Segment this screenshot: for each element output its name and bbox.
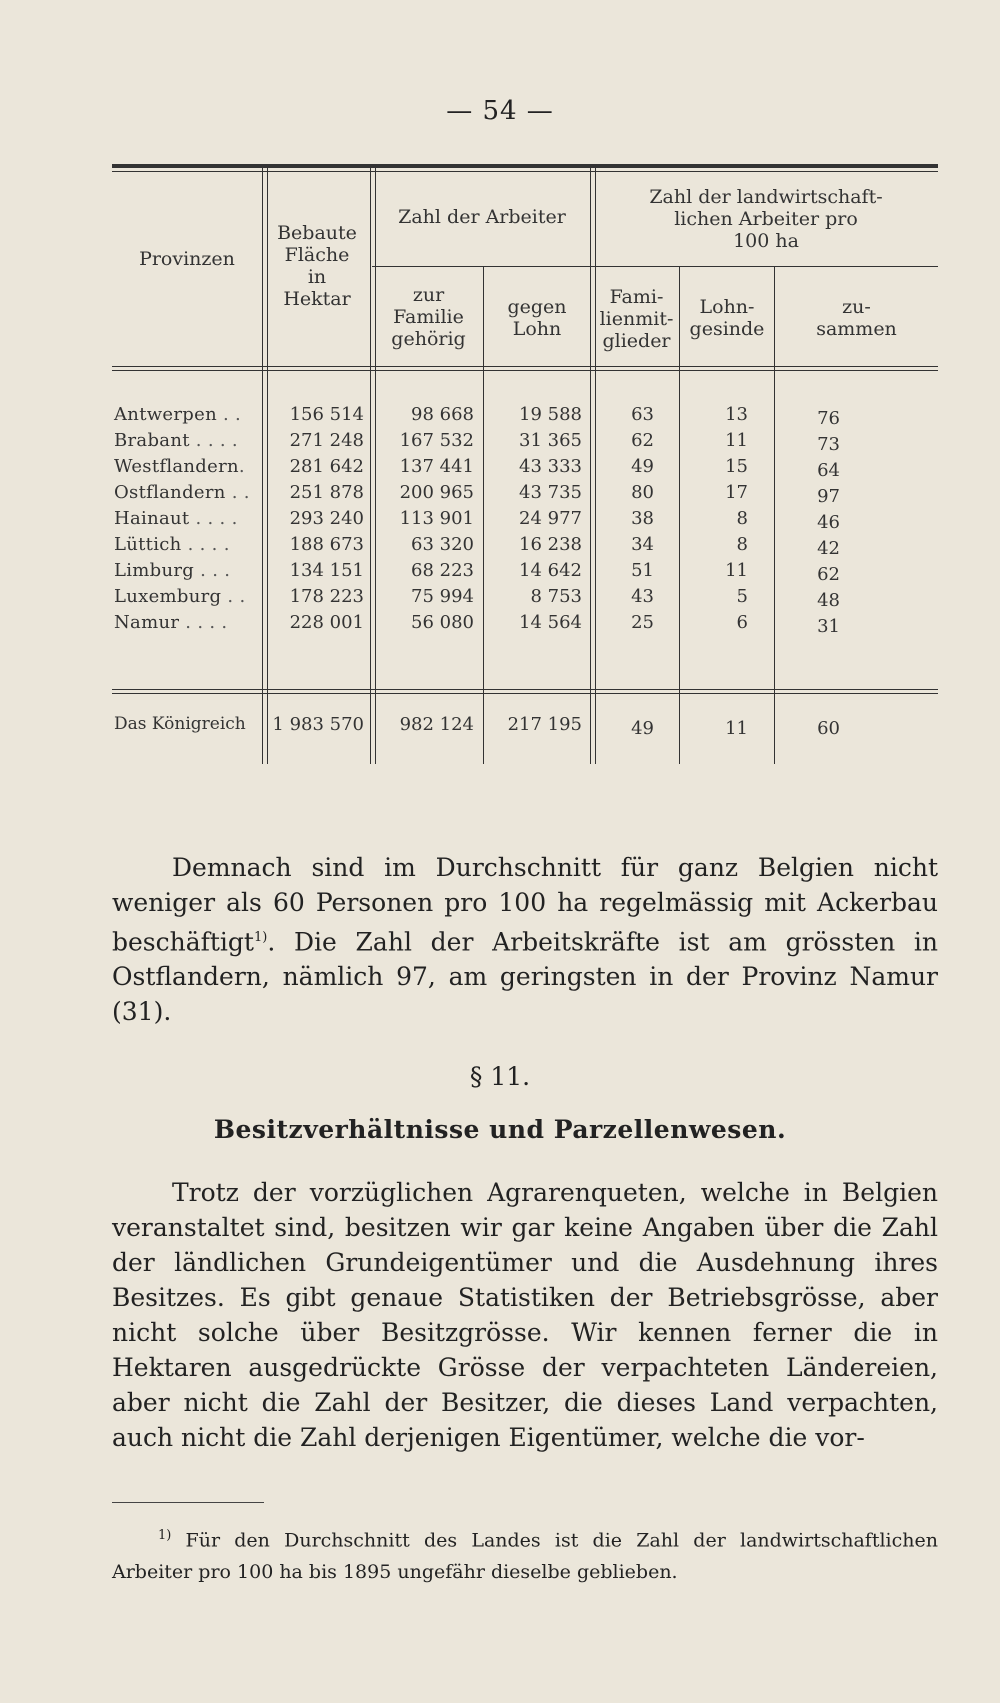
header-area-line: Fläche — [284, 244, 350, 266]
header-bottom-rule — [112, 366, 938, 367]
cell-area: 178 223 — [289, 586, 364, 607]
cell-total: 46 — [817, 512, 840, 533]
cell-family: 137 441 — [399, 456, 474, 477]
cell-area: 1 983 570 — [272, 714, 364, 735]
row-province: Brabant . . . . — [114, 430, 238, 451]
cell-family-members: 63 — [631, 404, 654, 425]
header-area-line: Bebaute — [277, 222, 357, 244]
footnote-text: Für den Durchschnitt des Landes ist die Zahl der landwirtschaftlichen Arbeiter pro 100 ha bis 1895 ungefähr dieselbe geblieben. — [112, 1529, 938, 1584]
cell-servants: 11 — [725, 718, 748, 739]
header-fam-line: lienmit- — [599, 308, 674, 330]
row-province: Hainaut . . . . — [114, 508, 238, 529]
header-bottom-rule-2 — [112, 370, 938, 371]
header-servants — [680, 296, 774, 340]
header-family-line: zur — [412, 284, 445, 306]
total-top-rule — [112, 689, 938, 690]
header-wage-line: gegen — [507, 296, 567, 318]
header-area — [264, 222, 370, 310]
header-workers: Zahl der Arbeiter — [398, 206, 566, 228]
cell-family: 113 901 — [399, 508, 474, 529]
row-province: Antwerpen . . — [114, 404, 242, 425]
header-servants-line: Lohn- — [699, 296, 755, 318]
cell-wage: 43 333 — [519, 456, 582, 477]
cell-total: 48 — [817, 590, 840, 611]
header-fam-line: glieder — [602, 330, 671, 352]
cell-area: 156 514 — [289, 404, 364, 425]
row-province: Ostflandern . . — [114, 482, 250, 503]
cell-wage: 14 642 — [519, 560, 582, 581]
section-heading: Besitzverhältnisse und Parzellenwesen. — [213, 1115, 787, 1144]
cell-family-members: 80 — [631, 482, 654, 503]
cell-family: 63 320 — [411, 534, 474, 555]
footnote-ref: 1) — [253, 930, 268, 945]
cell-servants: 15 — [725, 456, 748, 477]
row-province: Luxemburg . . — [114, 586, 246, 607]
cell-total: 31 — [817, 616, 840, 637]
cell-area: 188 673 — [289, 534, 364, 555]
cell-area: 251 878 — [289, 482, 364, 503]
page-number: — 54 — — [446, 96, 554, 126]
cell-area: 281 642 — [289, 456, 364, 477]
section-number: § 11. — [469, 1062, 531, 1091]
cell-wage: 14 564 — [519, 612, 582, 633]
header-family-line: gehörig — [391, 328, 466, 350]
cell-wage: 8 753 — [530, 586, 582, 607]
cell-wage: 16 238 — [519, 534, 582, 555]
total-top-rule-2 — [112, 693, 938, 694]
header-wage-line: Lohn — [512, 318, 562, 340]
header-area-line: in — [307, 266, 327, 288]
header-per100-line: 100 ha — [733, 230, 799, 252]
header-per100 — [594, 186, 938, 252]
cell-total: 64 — [817, 460, 840, 481]
header-family-members — [594, 286, 679, 352]
cell-area: 228 001 — [289, 612, 364, 633]
total-label: Das Königreich — [114, 714, 246, 734]
header-per100-line: Zahl der landwirtschaft- — [649, 186, 883, 208]
footnote-mark: 1) — [158, 1528, 172, 1543]
table-top-rule-thin — [112, 171, 938, 172]
cell-area: 271 248 — [289, 430, 364, 451]
cell-wage: 24 977 — [519, 508, 582, 529]
paragraph-ownership: Trotz der vorzüglichen Agrarenqueten, welche in Belgien veranstaltet sind, besitzen wir gar keine Angaben über die Zahl der ländlichen Grundeigentümer und die Ausdehnung ihres Besitzes. Es gibt genaue Statistiken der Betriebsgrösse, aber nicht solche über Besitzgrösse. Wir kennen ferner die in Hektaren ausgedrückte Grösse der verpachteten Ländereien, aber nicht die Zahl der Besitzer, die dieses Land verpachten, auch nicht die Zahl derjenigen Eigentümer, welche die vor- — [112, 1178, 938, 1452]
header-area-line: Hektar — [283, 288, 351, 310]
table-row — [112, 430, 938, 456]
cell-family-members: 38 — [631, 508, 654, 529]
cell-family-members: 51 — [631, 560, 654, 581]
cell-servants: 17 — [725, 482, 748, 503]
cell-total: 97 — [817, 486, 840, 507]
table-top-rule — [112, 164, 938, 168]
cell-wage: 43 735 — [519, 482, 582, 503]
cell-family-members: 43 — [631, 586, 654, 607]
cell-family: 167 532 — [399, 430, 474, 451]
header-total — [775, 296, 938, 340]
cell-family-members: 49 — [631, 718, 654, 739]
header-wage — [484, 296, 590, 340]
cell-wage: 19 588 — [519, 404, 582, 425]
header-total-line: sammen — [816, 318, 897, 340]
table-row — [112, 482, 938, 508]
table-row — [112, 456, 938, 482]
total-row — [112, 714, 938, 740]
cell-total: 42 — [817, 538, 840, 559]
cell-wage: 31 365 — [519, 430, 582, 451]
header-fam-line: Fami- — [609, 286, 664, 308]
header-family-line: Familie — [393, 306, 464, 328]
row-province: Namur . . . . — [114, 612, 228, 633]
cell-family-members: 49 — [631, 456, 654, 477]
table-row — [112, 404, 938, 430]
row-province: Limburg . . . — [114, 560, 231, 581]
cell-family: 75 994 — [411, 586, 474, 607]
cell-servants: 6 — [736, 612, 748, 633]
row-province: Lüttich . . . . — [114, 534, 230, 555]
cell-servants: 13 — [725, 404, 748, 425]
table-row — [112, 560, 938, 586]
cell-family-members: 34 — [631, 534, 654, 555]
header-family — [374, 284, 483, 350]
footnote-rule — [112, 1502, 264, 1503]
cell-servants: 11 — [725, 430, 748, 451]
paragraph-text: Demnach sind im Durchschnitt für ganz Belgien nicht weniger als 60 Personen pro 100 ha regelmässig mit Ackerbau beschäftigt — [112, 853, 938, 957]
cell-family: 56 080 — [411, 612, 474, 633]
row-province: Westflandern. — [114, 456, 245, 477]
table-row — [112, 508, 938, 534]
cell-area: 293 240 — [289, 508, 364, 529]
per100-subheader-rule — [592, 266, 938, 267]
cell-family: 98 668 — [411, 404, 474, 425]
cell-total: 62 — [817, 564, 840, 585]
table-row — [112, 534, 938, 560]
cell-family: 200 965 — [399, 482, 474, 503]
cell-servants: 11 — [725, 560, 748, 581]
statistics-table — [112, 164, 938, 824]
cell-total: 76 — [817, 408, 840, 429]
cell-family: 982 124 — [399, 714, 474, 735]
cell-wage: 217 195 — [507, 714, 582, 735]
header-per100-line: lichen Arbeiter pro — [674, 208, 858, 230]
table-row — [112, 586, 938, 612]
paragraph-text: . Die Zahl der Arbeitskräfte ist am grössten in Ostflandern, nämlich 97, am geringsten in der Provinz Namur (31). — [112, 927, 938, 1027]
cell-servants: 8 — [736, 508, 748, 529]
cell-family-members: 25 — [631, 612, 654, 633]
table-row — [112, 612, 938, 638]
header-total-line: zu- — [842, 296, 871, 318]
cell-total: 60 — [817, 718, 840, 739]
header-province: Provinzen — [139, 248, 235, 270]
cell-area: 134 151 — [289, 560, 364, 581]
cell-family-members: 62 — [631, 430, 654, 451]
header-servants-line: gesinde — [689, 318, 765, 340]
cell-total: 73 — [817, 434, 840, 455]
paragraph-summary — [112, 850, 938, 1029]
cell-servants: 5 — [736, 586, 748, 607]
cell-servants: 8 — [736, 534, 748, 555]
footnote — [112, 1520, 938, 1588]
cell-family: 68 223 — [411, 560, 474, 581]
workers-subheader-rule — [372, 266, 592, 267]
